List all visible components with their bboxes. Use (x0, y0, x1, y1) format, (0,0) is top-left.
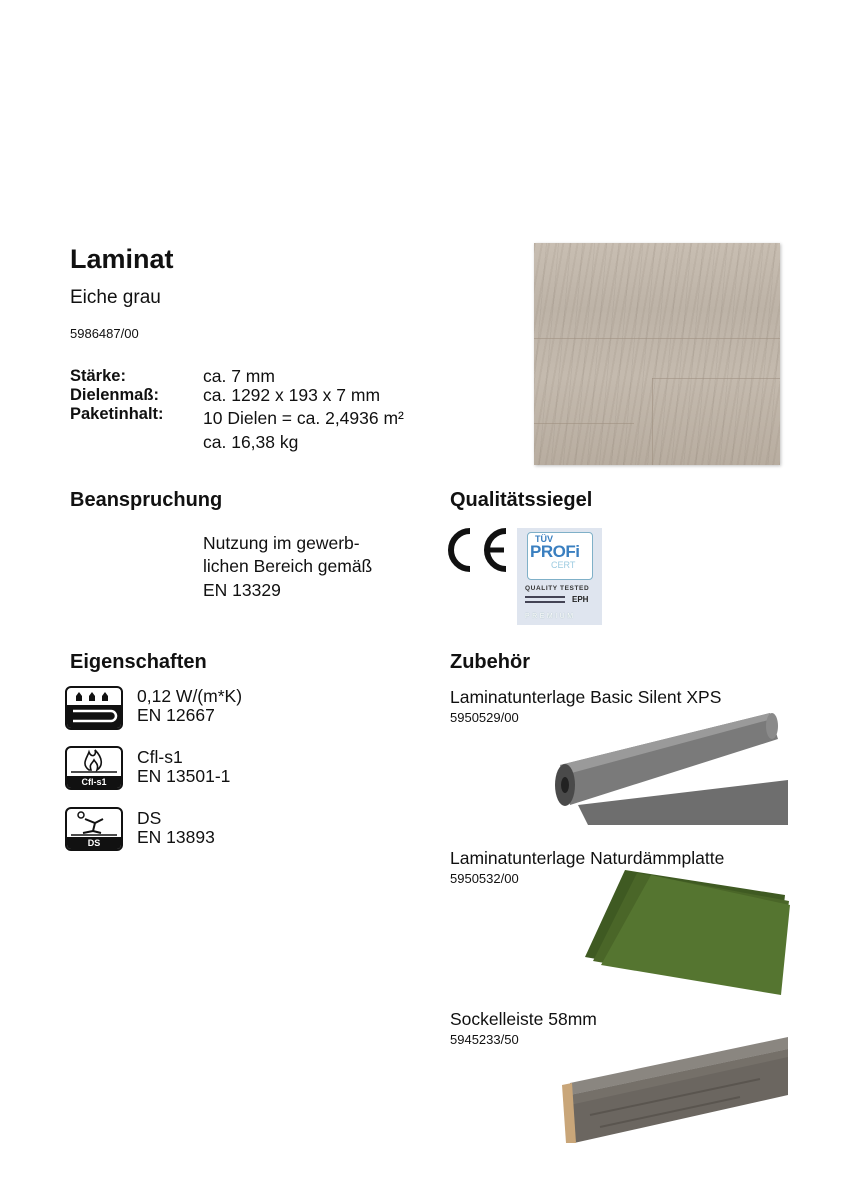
cert-label: CERT (551, 560, 576, 570)
spec-label-dielenmass: Dielenmaß: (70, 386, 159, 404)
skirting-board-image (560, 1035, 790, 1145)
profi-label: PROFi (530, 542, 580, 561)
ce-mark-icon (446, 527, 510, 573)
spec-value-weight: ca. 16,38 kg (203, 432, 299, 452)
beanspruchung-line-3: EN 13329 (203, 580, 281, 600)
quality-tested-label: QUALITY TESTED (525, 585, 590, 592)
eph-label: EPH (572, 595, 589, 604)
fire-class-icon (65, 746, 123, 790)
underlay-roll-image (548, 705, 788, 825)
qualitaetssiegel-heading: Qualitätssiegel (450, 489, 593, 511)
slip-resistance-badge: DS (67, 837, 121, 849)
article-number: 5986487/00 (70, 326, 139, 341)
premium-label: PREMIUM (525, 613, 576, 620)
slip-resistance-icon (65, 807, 123, 851)
fire-class-norm: EN 13501-1 (137, 766, 231, 786)
slip-resistance-value: DS (137, 808, 162, 828)
fire-class-value: Cfl-s1 (137, 747, 183, 767)
beanspruchung-line-1: Nutzung im gewerb- (203, 533, 360, 553)
thermal-resistance-value: 0,12 W/(m*K) (137, 686, 243, 706)
product-subtitle: Eiche grau (70, 287, 161, 308)
spec-label-paketinhalt: Paketinhalt: (70, 405, 164, 423)
underfloor-heating-icon (65, 686, 123, 730)
accessory-1-name: Laminatunterlage Basic Silent XPS (450, 687, 722, 707)
accessory-2-name: Laminatunterlage Naturdämmplatte (450, 848, 725, 868)
accessory-2-article-number: 5950532/00 (450, 871, 519, 886)
spec-label-staerke: Stärke: (70, 367, 126, 385)
tuv-profi-cert-badge (517, 528, 602, 625)
tuv-label: TÜV (535, 534, 553, 544)
beanspruchung-heading: Beanspruchung (70, 489, 223, 511)
accessory-3-article-number: 5945233/50 (450, 1032, 519, 1047)
spec-value-paketinhalt: 10 Dielen = ca. 2,4936 m² (203, 408, 404, 428)
natural-insulation-board-image (585, 865, 790, 995)
accessory-3-name: Sockelleiste 58mm (450, 1009, 597, 1029)
accessory-1-article-number: 5950529/00 (450, 710, 519, 725)
zubehoer-heading: Zubehör (450, 651, 530, 673)
fire-class-badge: Cfl-s1 (67, 776, 121, 788)
spec-value-staerke: ca. 7 mm (203, 366, 275, 386)
spec-value-dielenmass: ca. 1292 x 193 x 7 mm (203, 385, 381, 405)
beanspruchung-line-2: lichen Bereich gemäß (203, 556, 373, 576)
oak-grey-laminate-floor-image (534, 243, 780, 465)
slip-resistance-norm: EN 13893 (137, 827, 215, 847)
eigenschaften-heading: Eigenschaften (70, 651, 207, 673)
thermal-resistance-norm: EN 12667 (137, 705, 215, 725)
product-title: Laminat (70, 244, 174, 274)
